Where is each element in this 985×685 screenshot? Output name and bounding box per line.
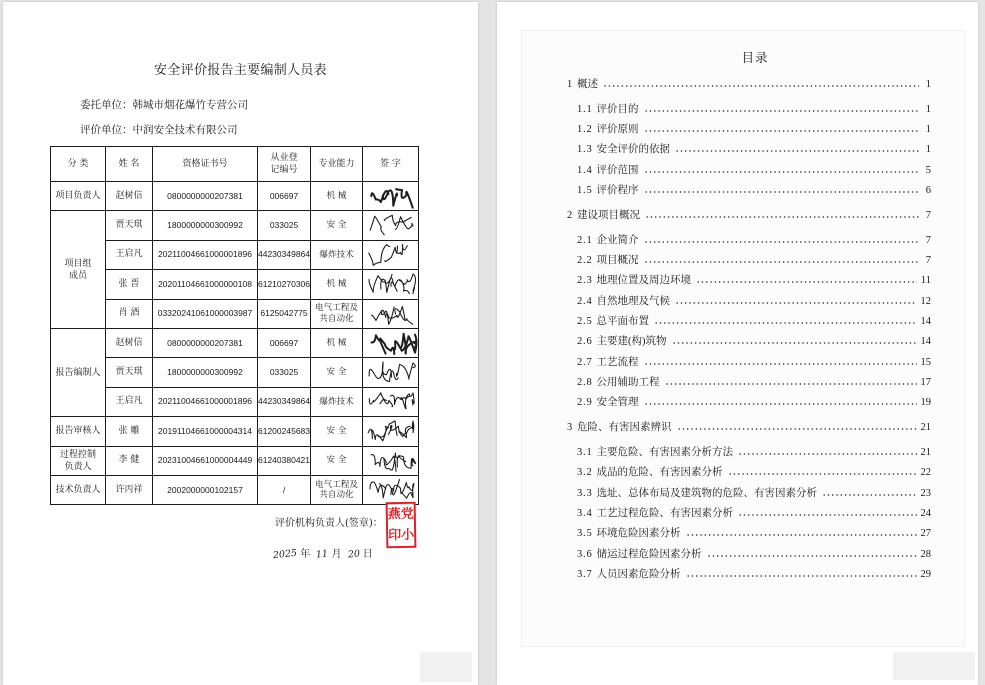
name-cell: 贾天琪: [106, 211, 153, 240]
toc-entry: [567, 443, 931, 463]
dot-leader: [644, 261, 919, 263]
handwritten-signature: [365, 328, 417, 358]
toc-entry: [567, 206, 931, 226]
registration-number-cell: 61200245683: [258, 417, 311, 446]
table-body: [51, 182, 419, 505]
toc-page-number: 12: [920, 295, 931, 307]
date-month-unit: 月: [331, 549, 342, 560]
cert-number-cell: 0800000000207381: [153, 328, 258, 357]
toc-page-number: 7: [925, 255, 931, 267]
dot-leader: [644, 191, 919, 193]
toc-entry-title: 评价程序: [596, 185, 639, 197]
table-row: [51, 240, 419, 269]
dot-leader: [677, 428, 917, 430]
specialty-cell: 安 全: [311, 211, 363, 240]
signature-stroke: [369, 244, 408, 265]
signature-stroke: [371, 189, 412, 208]
registration-number-cell: 44230349864: [258, 240, 311, 269]
handwritten-signature: [365, 271, 415, 297]
toc-entry-title: 主要建(构)筑物: [596, 336, 667, 348]
specialty-cell: 爆炸技术: [311, 240, 363, 269]
category-cell: 技术负责人: [51, 475, 106, 504]
stamp-char: 印: [388, 527, 402, 544]
category-cell: 项目负责人: [51, 182, 106, 211]
toc-entry-title: 项目概况: [596, 255, 639, 267]
handwritten-signature: [365, 477, 415, 503]
registration-number-cell: 006697: [258, 182, 311, 211]
specialty-cell: 安 全: [311, 358, 363, 387]
date-year-unit: 年: [300, 549, 311, 560]
toc-entry: [567, 251, 931, 271]
name-cell: 王启凡: [106, 240, 153, 269]
signoff-date: [270, 548, 373, 562]
toc-entry-number: 3.5: [577, 528, 593, 540]
toc-entry-title: 评价范围: [596, 164, 639, 176]
signature-cell: [363, 299, 419, 328]
toc-entry-number: 2.2: [577, 255, 593, 267]
toc-entry-number: 2.6: [577, 336, 593, 348]
toc-page-number: 1: [925, 144, 931, 156]
handwritten-signature: [365, 418, 415, 444]
toc-entry-number: 3.2: [577, 467, 593, 479]
registration-number-cell: /: [258, 475, 311, 504]
toc-page-number: 27: [920, 528, 931, 540]
name-cell: 贾天琪: [106, 358, 153, 387]
date-day-unit: 日: [362, 549, 373, 560]
dot-leader: [654, 322, 916, 324]
table-row: [51, 270, 419, 299]
cert-number-cell: 0800000000207381: [153, 182, 258, 211]
toc-entry-title: 工艺过程危险、有害因素分析: [596, 507, 734, 519]
cert-number-cell: 20201104661000000108: [153, 270, 258, 299]
table-row: [51, 328, 419, 357]
registration-number-cell: 61210270306: [258, 270, 311, 299]
registration-number-cell: 006697: [258, 328, 311, 357]
specialty-cell: 机 械: [311, 182, 363, 211]
document-title: 安全评价报告主要编制人员表: [154, 63, 327, 78]
cert-number-cell: 1800000000300992: [153, 211, 258, 240]
header-registration-number: 从业登 记编号: [258, 147, 311, 182]
dot-leader: [738, 453, 916, 455]
registration-number-cell: 44230349864: [258, 387, 311, 416]
table-row: [51, 358, 419, 387]
toc-entry-title: 人员因素危险分析: [596, 568, 681, 580]
toc-entry: [567, 332, 931, 352]
cert-number-cell: 20211004661000001896: [153, 240, 258, 269]
toc-entry: [567, 545, 931, 565]
stamp-char: 小: [401, 527, 415, 543]
category-cell: 过程控制 负责人: [51, 446, 106, 475]
date-day: 20: [347, 548, 361, 561]
table-row: [51, 299, 419, 328]
handwritten-signature: [365, 448, 415, 474]
registration-number-cell: 6125042775: [258, 299, 311, 328]
dot-leader: [738, 514, 916, 516]
name-cell: 张 雕: [106, 417, 153, 446]
header-cert-number: 资格证书号: [153, 147, 258, 182]
handwritten-signature: [365, 181, 417, 211]
toc-page-number: 1: [925, 124, 931, 136]
toc-entry-title: 安全评价的依据: [596, 144, 671, 156]
toc-entry-number: 2.7: [577, 356, 593, 368]
toc-entry: [567, 161, 931, 181]
toc-page-number: 15: [920, 356, 931, 368]
toc-entry-number: 3.4: [577, 507, 593, 519]
dot-leader: [822, 494, 916, 496]
signature-stroke: [372, 306, 413, 324]
toc-entry-title: 自然地理及气候: [596, 295, 671, 307]
signature-stroke: [369, 393, 414, 409]
toc-page-number: 14: [920, 316, 931, 328]
toc-entry: [567, 463, 931, 483]
toc-entry: [567, 524, 931, 544]
client-line: [80, 98, 248, 112]
date-month: 11: [315, 548, 329, 561]
specialty-cell: 电气工程及 共自动化: [311, 299, 363, 328]
header-signature: 签 字: [363, 147, 419, 182]
toc-entry-title: 总平面布置: [596, 316, 650, 328]
toc-entry: [567, 120, 931, 140]
toc-entry-title: 储运过程危险因素分析: [596, 548, 702, 560]
toc-page-number: 23: [920, 487, 931, 499]
toc-page-number: 28: [920, 548, 931, 560]
dot-leader: [675, 302, 916, 304]
dot-leader: [686, 534, 917, 536]
signature-cell: [363, 270, 419, 299]
signature-cell: [363, 211, 419, 240]
table-row: [51, 387, 419, 416]
dot-leader: [603, 85, 919, 87]
cert-number-cell: 03320241061000003987: [153, 299, 258, 328]
stamp-char: 党: [400, 506, 414, 523]
header-specialty: 专业能力: [311, 147, 363, 182]
page-corner-tag: [893, 652, 975, 680]
toc-page-number: 22: [920, 467, 931, 479]
dot-leader: [644, 171, 919, 173]
toc-entry-number: 1.1: [577, 103, 593, 115]
cert-number-cell: 20191104661000004314: [153, 417, 258, 446]
toc-entry-number: 2.1: [577, 234, 593, 246]
toc-entry-title: 环境危险因素分析: [596, 528, 681, 540]
registration-number-cell: 61240380421: [258, 446, 311, 475]
toc-entry: [567, 292, 931, 312]
toc-entry: [567, 312, 931, 332]
signature-cell: [363, 358, 419, 387]
toc-page-number: 29: [920, 568, 931, 580]
signature-stroke: [368, 421, 414, 441]
right-document-page: [497, 2, 978, 685]
toc-entry-title: 建设项目概况: [577, 209, 641, 221]
toc-entry-number: 1.2: [577, 124, 593, 136]
dot-leader: [675, 150, 919, 152]
dot-leader: [644, 110, 919, 112]
signoff-label: 评价机构负责人(签章)：: [275, 518, 383, 529]
handwritten-signature: [365, 242, 415, 268]
stamp-char: 燕: [387, 507, 401, 523]
name-cell: 赵树信: [106, 182, 153, 211]
toc-entry-title: 安全管理: [596, 397, 639, 409]
cert-number-cell: 2002000000102157: [153, 475, 258, 504]
client-label: 委托单位：: [80, 99, 133, 111]
dot-leader: [696, 281, 917, 283]
toc-entry: [567, 565, 931, 585]
handwritten-signature: [365, 301, 415, 327]
signature-cell: [363, 328, 419, 357]
signature-cell: [363, 475, 419, 504]
toc-entry-number: 3.1: [577, 447, 593, 459]
signature-cell: [363, 446, 419, 475]
specialty-cell: 电气工程及 共自动化: [311, 475, 363, 504]
toc-entry-number: 2: [567, 209, 574, 221]
page-corner-tag: [420, 652, 472, 682]
cert-number-cell: 20231004661000004449: [153, 446, 258, 475]
toc-entry-title: 工艺流程: [596, 356, 639, 368]
toc-entry-title: 主要危险、有害因素分析方法: [596, 447, 734, 459]
toc-entry-title: 企业简介: [596, 234, 639, 246]
handwritten-signature: [365, 389, 415, 415]
toc-entry-title: 地理位置及周边环境: [596, 275, 692, 287]
toc-entry-number: 3.3: [577, 487, 593, 499]
signature-stroke: [369, 362, 415, 381]
toc-page-number: 17: [920, 376, 931, 388]
dot-leader: [644, 363, 917, 365]
registration-number-cell: 033025: [258, 211, 311, 240]
specialty-cell: 机 械: [311, 328, 363, 357]
toc-entry: [567, 393, 931, 413]
toc-entry-number: 2.3: [577, 275, 593, 287]
date-year: 2025: [272, 547, 298, 562]
evaluator-name: 中润安全技术有限公司: [132, 124, 238, 136]
toc-entry-title: 评价原则: [596, 124, 639, 136]
dot-leader: [665, 383, 917, 385]
toc-entry-title: 评价目的: [596, 103, 639, 115]
evaluator-label: 评价单位：: [80, 124, 133, 136]
signature-cell: [363, 182, 419, 211]
toc-entry-title: 概述: [577, 79, 599, 90]
dot-leader: [644, 241, 919, 243]
toc-page-number: 21: [920, 447, 931, 459]
toc-entry-number: 2.8: [577, 376, 593, 388]
specialty-cell: 机 械: [311, 270, 363, 299]
table-header-row: [51, 147, 419, 182]
dot-leader: [644, 130, 919, 132]
toc-page-number: 7: [925, 209, 931, 221]
toc-entry: [567, 353, 931, 373]
toc-page-number: 14: [920, 336, 931, 348]
left-document-page: [3, 2, 478, 685]
toc-entry-number: 1.5: [577, 185, 593, 197]
handwritten-signature: [365, 359, 415, 385]
staff-table: [50, 146, 419, 505]
name-cell: 许丙祥: [106, 475, 153, 504]
signature-cell: [363, 417, 419, 446]
toc-page-number: 7: [925, 234, 931, 246]
toc-page-number: 21: [920, 422, 931, 434]
toc-page-number: 11: [920, 275, 931, 287]
toc-entry-number: 3.7: [577, 568, 593, 580]
table-row: [51, 211, 419, 240]
toc-entry: [567, 140, 931, 160]
name-cell: 张 晋: [106, 270, 153, 299]
toc-page-number: 1: [925, 79, 931, 90]
registration-number-cell: 033025: [258, 358, 311, 387]
evaluator-line: [80, 123, 238, 137]
toc-page-number: 6: [925, 185, 931, 197]
dot-leader: [644, 403, 917, 405]
dot-leader: [672, 342, 917, 344]
name-cell: 赵树信: [106, 328, 153, 357]
toc-page-number: 1: [925, 103, 931, 115]
handwritten-signature: [365, 212, 415, 238]
specialty-cell: 安 全: [311, 417, 363, 446]
table-row: [51, 182, 419, 211]
table-of-contents: [567, 75, 931, 585]
signature-stroke: [372, 334, 417, 354]
toc-page-number: 19: [920, 397, 931, 409]
toc-entry: [567, 75, 931, 95]
dot-leader: [645, 216, 919, 218]
toc-entry-number: 1.3: [577, 144, 593, 156]
specialty-cell: 安 全: [311, 446, 363, 475]
toc-page-number: 5: [925, 164, 931, 176]
toc-entry-title: 危险、有害因素辨识: [577, 422, 672, 434]
toc-entry-number: 3.6: [577, 548, 593, 560]
toc-entry-title: 成品的危险、有害因素分析: [596, 467, 723, 479]
header-category: 分 类: [51, 147, 106, 182]
dot-leader: [707, 555, 917, 557]
toc-entry-number: 1.4: [577, 164, 593, 176]
toc-entry-number: 2.9: [577, 397, 593, 409]
toc-entry-title: 公用辅助工程: [596, 376, 660, 388]
signature-stroke: [370, 216, 413, 236]
toc-entry: [567, 181, 931, 201]
toc-title: 目录: [741, 50, 769, 65]
category-cell: 报告编制人: [51, 328, 106, 416]
name-cell: 肖 酒: [106, 299, 153, 328]
client-name: 韩城市烟花爆竹专营公司: [132, 99, 248, 111]
toc-entry-number: 2.4: [577, 295, 593, 307]
table-row: [51, 417, 419, 446]
red-seal-stamp: [386, 502, 417, 549]
toc-entry-number: 2.5: [577, 316, 593, 328]
toc-entry: [567, 418, 931, 438]
category-cell: 报告审核人: [51, 417, 106, 446]
toc-entry: [567, 373, 931, 393]
toc-entry: [567, 484, 931, 504]
toc-entry: [567, 100, 931, 120]
toc-page-number: 24: [920, 507, 931, 519]
toc-entry: [567, 231, 931, 251]
name-cell: 李 健: [106, 446, 153, 475]
signature-stroke: [371, 453, 416, 471]
toc-entry-title: 选址、总体布局及建筑物的危险、有害因素分析: [596, 487, 818, 499]
toc-entry-number: 1: [567, 79, 574, 90]
specialty-cell: 爆炸技术: [311, 387, 363, 416]
dot-leader: [686, 575, 917, 577]
signature-stroke: [369, 274, 416, 294]
name-cell: 王启凡: [106, 387, 153, 416]
signature-stroke: [370, 480, 414, 499]
dot-leader: [728, 473, 917, 475]
table-row: [51, 475, 419, 504]
category-cell: 项目组 成员: [51, 211, 106, 329]
signature-cell: [363, 240, 419, 269]
header-name: 姓 名: [106, 147, 153, 182]
cert-number-cell: 20211004661000001896: [153, 387, 258, 416]
cert-number-cell: 1800000000300992: [153, 358, 258, 387]
toc-entry: [567, 271, 931, 291]
toc-entry-number: 3: [567, 422, 574, 434]
signature-cell: [363, 387, 419, 416]
toc-entry: [567, 504, 931, 524]
table-row: [51, 446, 419, 475]
